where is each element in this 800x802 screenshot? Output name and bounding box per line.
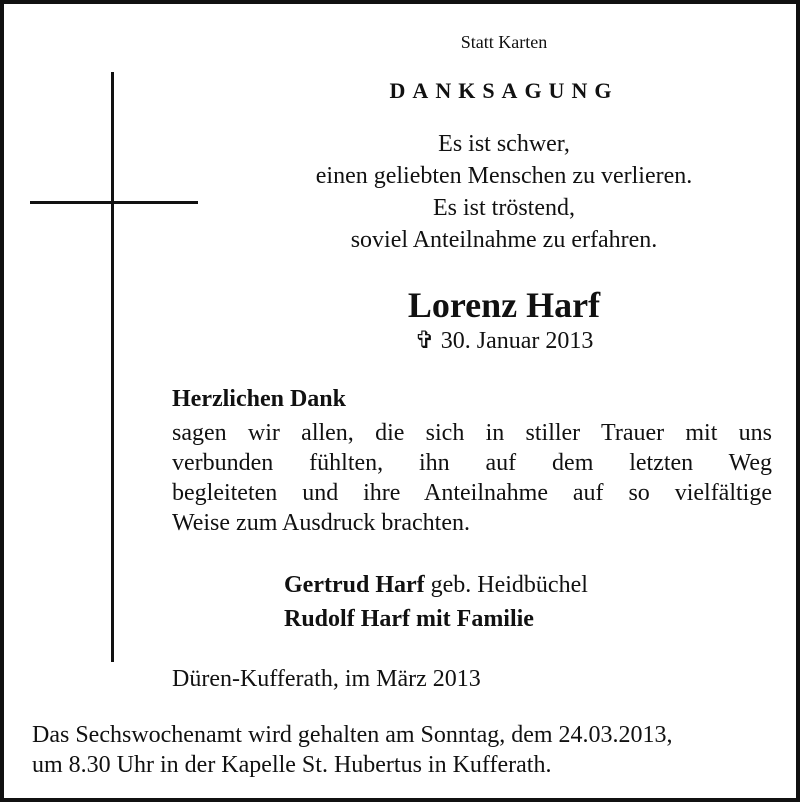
verse-line: soviel Anteilnahme zu erfahren. xyxy=(350,227,658,253)
thanks-heading: Herzlichen Dank xyxy=(172,386,346,412)
cross-vertical-bar xyxy=(111,72,114,662)
thanks-body xyxy=(172,418,772,538)
thanks-line: sagen wir allen, die sich in stiller Trauer mit uns xyxy=(172,420,772,446)
cross-icon: ✞ xyxy=(414,328,435,354)
cross-horizontal-bar xyxy=(30,201,198,204)
signature-first-suffix: geb. Heidbüchel xyxy=(424,572,588,598)
thanks-line: verbunden fühlten, ihn auf dem letzten Weg xyxy=(172,450,772,476)
notice-title: DANKSAGUNG xyxy=(389,78,619,103)
signature-first-name: Gertrud Harf xyxy=(284,572,425,598)
thanks-line: begleiteten und ihre Anteilnahme auf so vielfältige xyxy=(172,480,772,506)
signature-first xyxy=(284,572,588,599)
death-date-line xyxy=(304,326,704,355)
footer-line: Das Sechswochenamt wird gehalten am Sonntag, dem 24.03.2013, xyxy=(32,722,673,748)
verse-line: einen geliebten Menschen zu verlieren. xyxy=(315,163,693,189)
deceased-name: Lorenz Harf xyxy=(407,285,601,325)
statt-karten-label: Statt Karten xyxy=(460,32,548,52)
verse-block xyxy=(234,128,774,256)
footer-notice xyxy=(32,720,782,780)
footer-line: um 8.30 Uhr in der Kapelle St. Hubertus in Kufferath. xyxy=(32,752,552,778)
signature-second: Rudolf Harf mit Familie xyxy=(284,606,534,632)
thanks-line: Weise zum Ausdruck brachten. xyxy=(172,510,470,536)
verse-line: Es ist tröstend, xyxy=(433,195,575,221)
verse-line: Es ist schwer, xyxy=(438,131,570,157)
death-date: 30. Januar 2013 xyxy=(440,328,594,354)
place-date: Düren-Kufferath, im März 2013 xyxy=(172,666,481,692)
